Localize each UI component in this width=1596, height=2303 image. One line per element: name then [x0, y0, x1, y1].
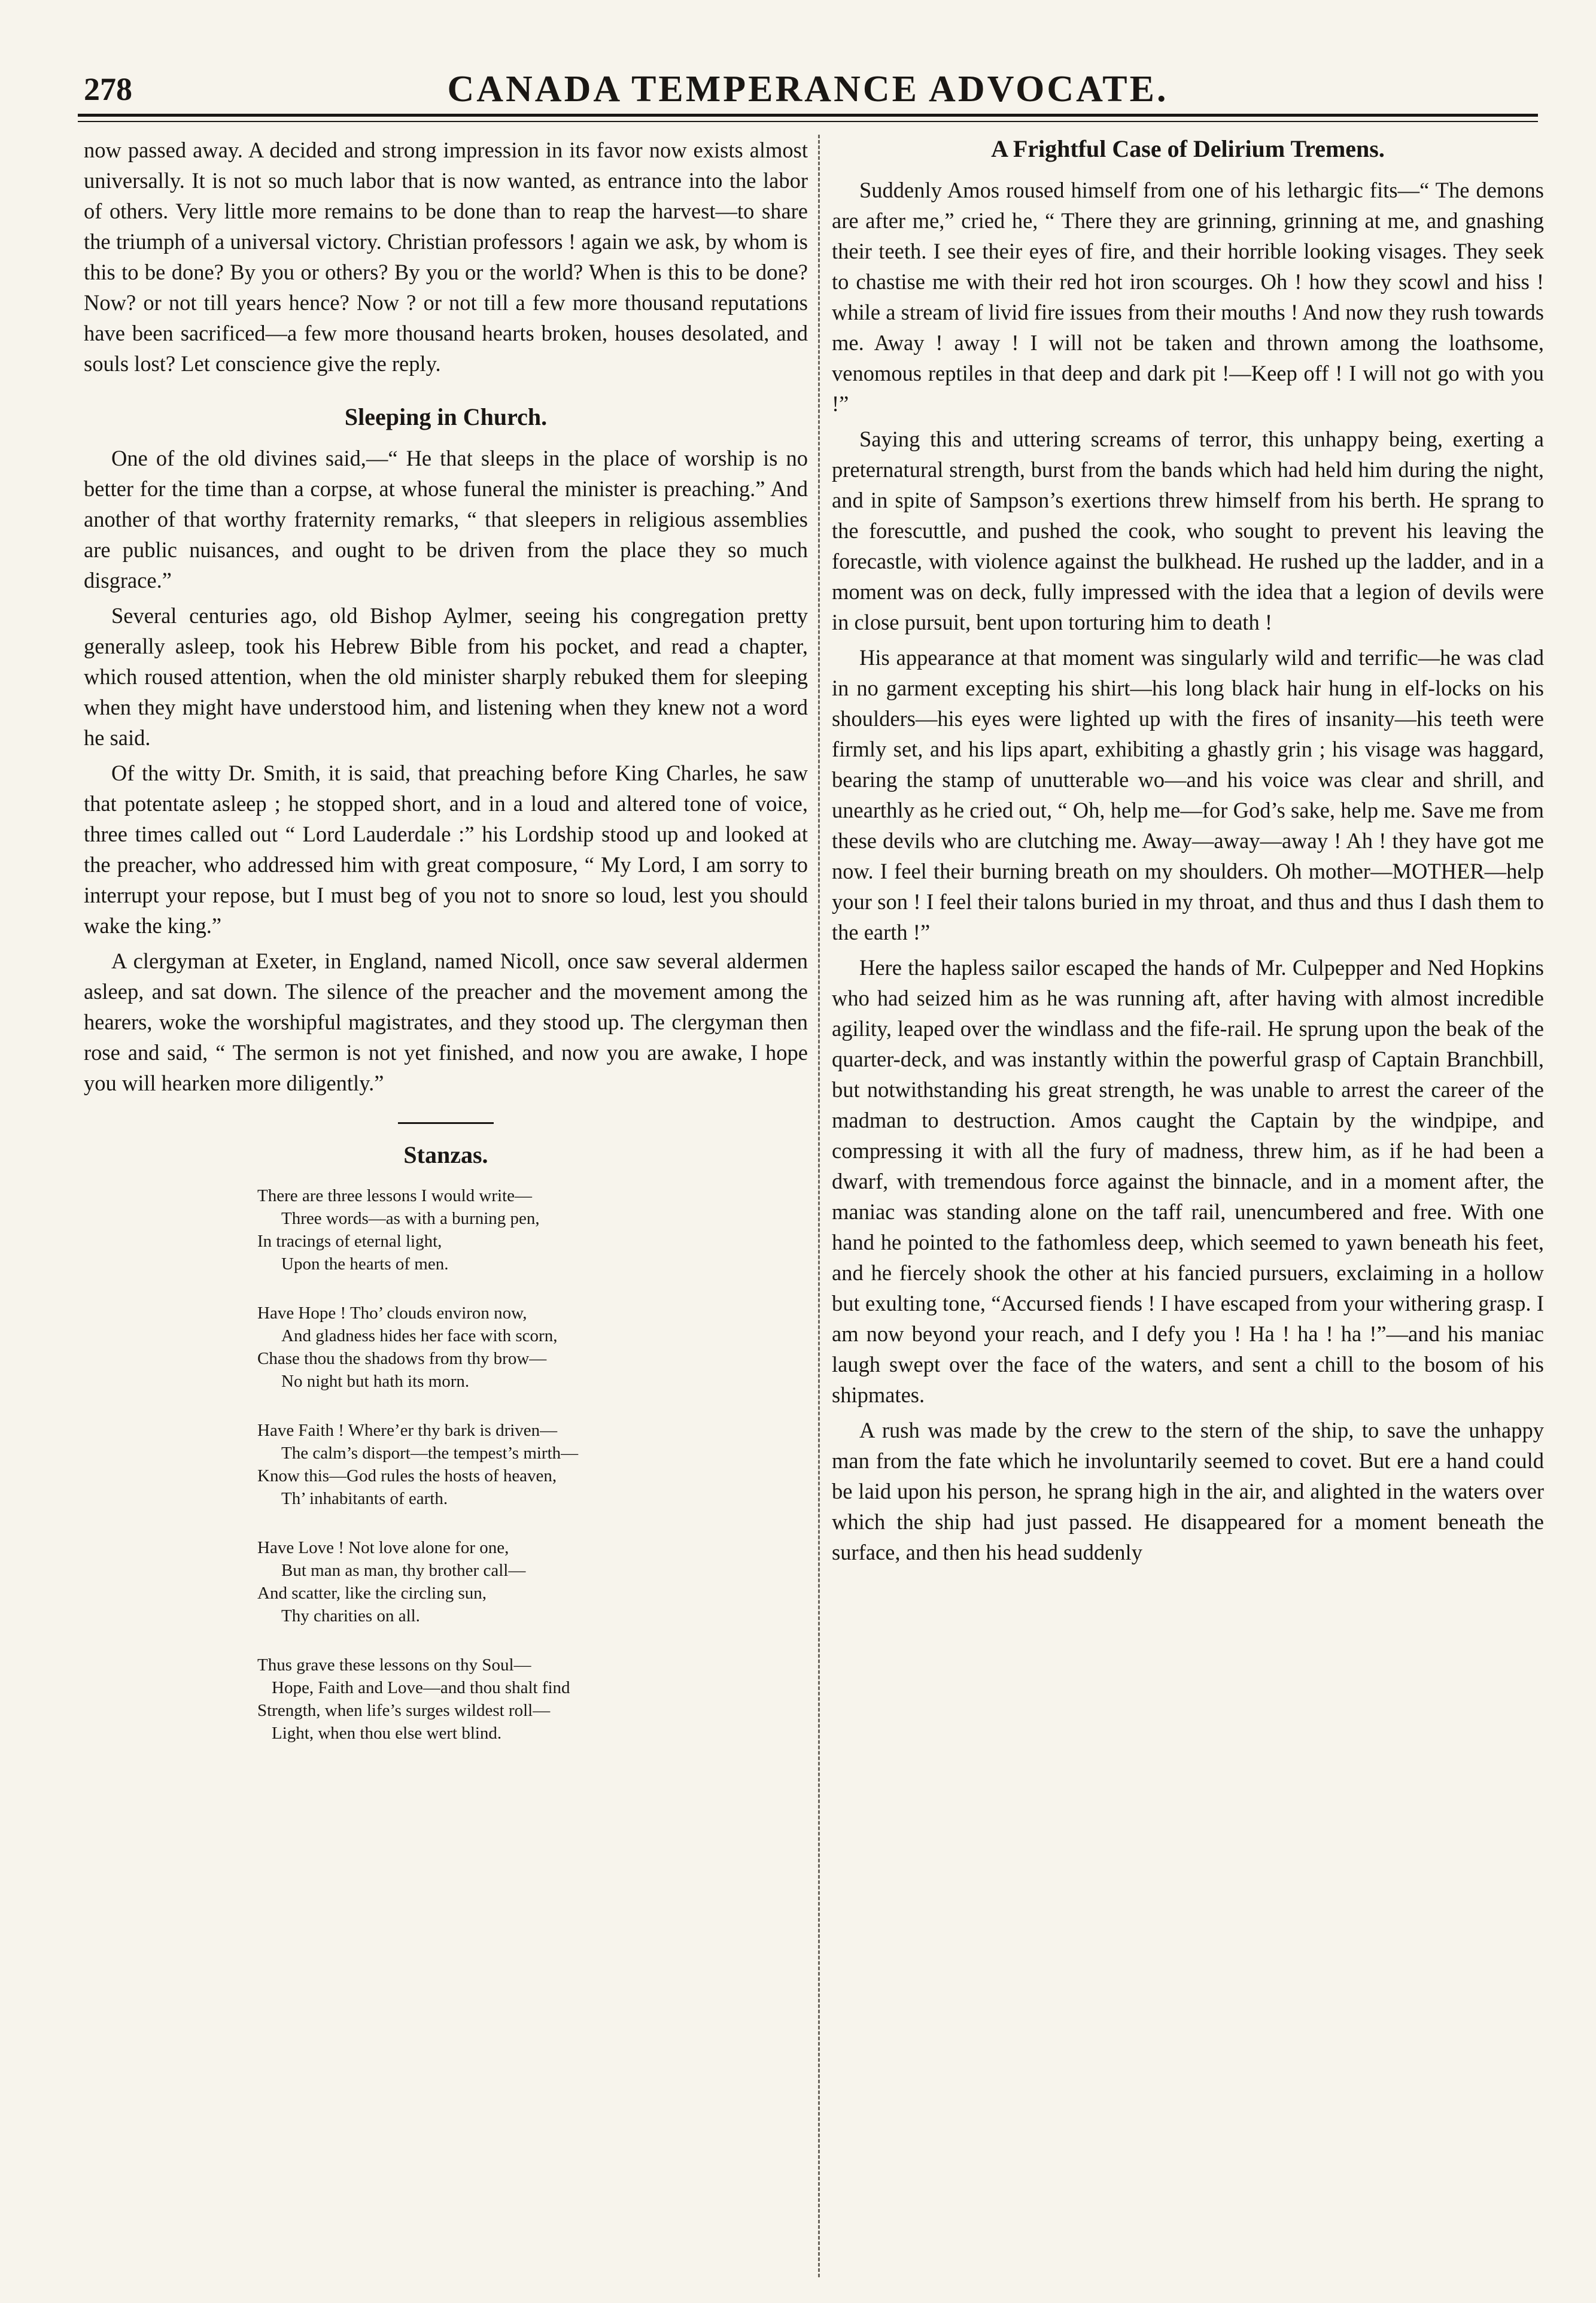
poem-line: In tracings of eternal light,	[257, 1232, 442, 1251]
article-paragraph: A rush was made by the crew to the stern of the ship, to save the unhappy man from the fate which he involuntarily seemed to covet. But ere a hand could be laid upon his person, he sprang high in the air, and alighted in the waters over which the ship had just passed. He disappeared for a moment beneath the surface, and then his head suddenly	[832, 1418, 1544, 1564]
stanzas-poem	[257, 1184, 784, 1745]
poem-line: Strength, when life’s surges wildest roll—	[257, 1701, 551, 1720]
page-number: 278	[84, 71, 132, 107]
article-paragraph: His appearance at that moment was singularly wild and terrific—he was clad in no garment excepting his shirt—his long black hair hung in elf-locks on his shoulders—his eyes were lighted up with the fires of insanity—his teeth were firmly set, and his lips apart, exhibiting a ghastly grin ; his visage was haggard, bearing the stamp of unutterable wo—and his voice was clear and shrill, and unearthly as he cried out, “ Oh, help me—for God’s sake, help me. Save me from these devils who are clutching me. Away—away—away ! Ah ! they have got me now. I feel their burning breath on my shoulders. Oh mother—MOTHER—help your son ! I feel their talons buried in my throat, and thus and thus I dash them to the earth !”	[832, 645, 1544, 944]
intro-paragraph: now passed away. A decided and strong impression in its favor now exists almost universally. It is not so much labor that is now wanted, as entrance into the labor of others. Very little more remains to be done than to reap the harvest—to share the triumph of a universal victory. Christian professors ! again we ask, by whom is this to be done? By you or others? By you or the world? When is this to be done? Now? or not till years hence? Now ? or not till a few more thousand reputations have been sacrificed—a few more thousand hearts broken, houses desolated, and souls lost? Let conscience give the reply.	[84, 138, 808, 376]
page-header	[78, 60, 1538, 117]
poem-line: Chase thou the shadows from thy brow—	[257, 1349, 547, 1368]
masthead-title: CANADA TEMPERANCE ADVOCATE.	[447, 69, 1169, 110]
poem-line: Have Love ! Not love alone for one,	[257, 1538, 509, 1557]
sleeping-paragraph: One of the old divines said,—“ He that sleeps in the place of worship is no better for the time than a corpse, at whose funeral the minister is preaching.” And another of that worthy fraternity remarks, “ that sleepers in religious assemblies are public nuisances, and ought to be driven from the place they so much disgrace.”	[84, 446, 808, 593]
poem-line: But man as man, thy brother call—	[281, 1561, 526, 1580]
right-column	[832, 135, 1544, 1572]
stanza	[257, 1419, 784, 1510]
poem-line: Th’ inhabitants of earth.	[281, 1489, 448, 1508]
sleeping-paragraph: Several centuries ago, old Bishop Aylmer, seeing his congregation pretty generally asleep, took his Hebrew Bible from his pocket, and read a chapter, which roused attention, when the old minister sharply rebuked them for sleeping when they might have understood him, and listening when they knew not a word he said.	[84, 603, 808, 750]
poem-line: Hope, Faith and Love—and thou shalt find	[272, 1678, 570, 1697]
poem-line: Know this—God rules the hosts of heaven,	[257, 1466, 557, 1485]
section-divider	[398, 1122, 494, 1124]
left-column	[84, 135, 808, 1745]
poem-line: And gladness hides her face with scorn,	[281, 1326, 558, 1345]
poem-line: Thy charities on all.	[281, 1606, 420, 1626]
article-paragraph: Saying this and uttering screams of terror, this unhappy being, exerting a preternatural strength, burst from the bands which had held him during the night, and in spite of Sampson’s exertions threw himself from his berth. He sprang to the forescuttle, and pushed the cook, who sought to prevent his leaving the forecastle, with violence against the bulkhead. He rushed up the ladder, and in a moment was on deck, fully impressed with the idea that a legion of devils were in close pursuit, bent upon torturing him to death !	[832, 427, 1544, 634]
stanzas-title: Stanzas.	[403, 1141, 488, 1168]
stanza	[257, 1302, 784, 1393]
poem-line: Have Hope ! Tho’ clouds environ now,	[257, 1304, 527, 1323]
poem-line: Have Faith ! Where’er thy bark is driven—	[257, 1421, 558, 1440]
sleeping-in-church-title: Sleeping in Church.	[344, 403, 548, 430]
poem-line: Three words—as with a burning pen,	[281, 1209, 540, 1228]
sleeping-paragraph: Of the witty Dr. Smith, it is said, that preaching before King Charles, he saw that potentate asleep ; he stopped short, and in a loud and altered tone of voice, three times called out “ Lord Lauderdale :” his Lordship stood up and looked at the preacher, who addressed him with great composure, “ My Lord, I am sorry to interrupt your repose, but I must beg of you not to snore so loud, lest you should wake the king.”	[84, 761, 808, 938]
stanza	[257, 1536, 784, 1627]
article-paragraph: Suddenly Amos roused himself from one of his lethargic fits—“ The demons are after me,” cried he, “ There they are grinning, grinning at me, and gnashing their teeth. I see their eyes of fire, and their horrible looking visages. They seek to chastise me with their red hot iron scourges. Oh ! how they scowl and hiss ! while a stream of livid fire issues from their mouths ! And now they rush towards me. Away ! away ! I will not be taken and thrown among the loathsome, venomous reptiles in that deep and dark pit !—Keep off ! I will not go with you !”	[832, 178, 1544, 416]
poem-line: No night but hath its morn.	[281, 1372, 470, 1391]
column-divider	[818, 135, 820, 2277]
article-paragraph: Here the hapless sailor escaped the hands of Mr. Culpepper and Ned Hopkins who had seized him as he was running aft, after having with almost incredible agility, leaped over the windlass and the fife-rail. He sprung upon the beak of the quarter-deck, and was instantly within the powerful grasp of Captain Branchbill, but notwithstanding his great strength, he was unable to arrest the career of the madman to destruction. Amos caught the Captain by the windpipe, and compressing it with all the fury of madness, threw him, as if he had been a dwarf, with tremendous force against the binnacle, and in a moment after, the maniac was standing alone on the taff rail, unencumbered and free. With one hand he pointed to the fathomless deep, which seemed to yawn beneath his feet, and he fiercely shook the other at his fancied pursuers, exclaiming in a hollow but exulting tone, “Accursed fiends ! I have escaped from your withering grasp. I am now beyond your reach, and I defy you ! Ha ! ha ! ha !”—and his maniac laugh swept over the face of the waters, and sent a chill to the bosom of his shipmates.	[832, 955, 1544, 1407]
poem-line: Upon the hearts of men.	[281, 1254, 449, 1274]
sleeping-paragraph: A clergyman at Exeter, in England, named Nicoll, once saw several aldermen asleep, and sat down. The silence of the preacher and the movement among the hearers, woke the worshipful magistrates, and they stood up. The clergyman then rose and said, “ The sermon is not yet finished, and now you are awake, I hope you will hearken more diligently.”	[84, 949, 808, 1095]
poem-line: And scatter, like the circling sun,	[257, 1584, 487, 1603]
stanza	[257, 1184, 784, 1275]
poem-line: There are three lessons I would write—	[257, 1186, 533, 1205]
poem-line: Light, when thou else wert blind.	[272, 1724, 502, 1743]
poem-line: The calm’s disport—the tempest’s mirth—	[281, 1444, 579, 1463]
stanza	[257, 1654, 784, 1745]
poem-line: Thus grave these lessons on thy Soul—	[257, 1655, 531, 1675]
delirium-tremens-title: A Frightful Case of Delirium Tremens.	[991, 135, 1385, 162]
header-rule	[78, 121, 1538, 122]
